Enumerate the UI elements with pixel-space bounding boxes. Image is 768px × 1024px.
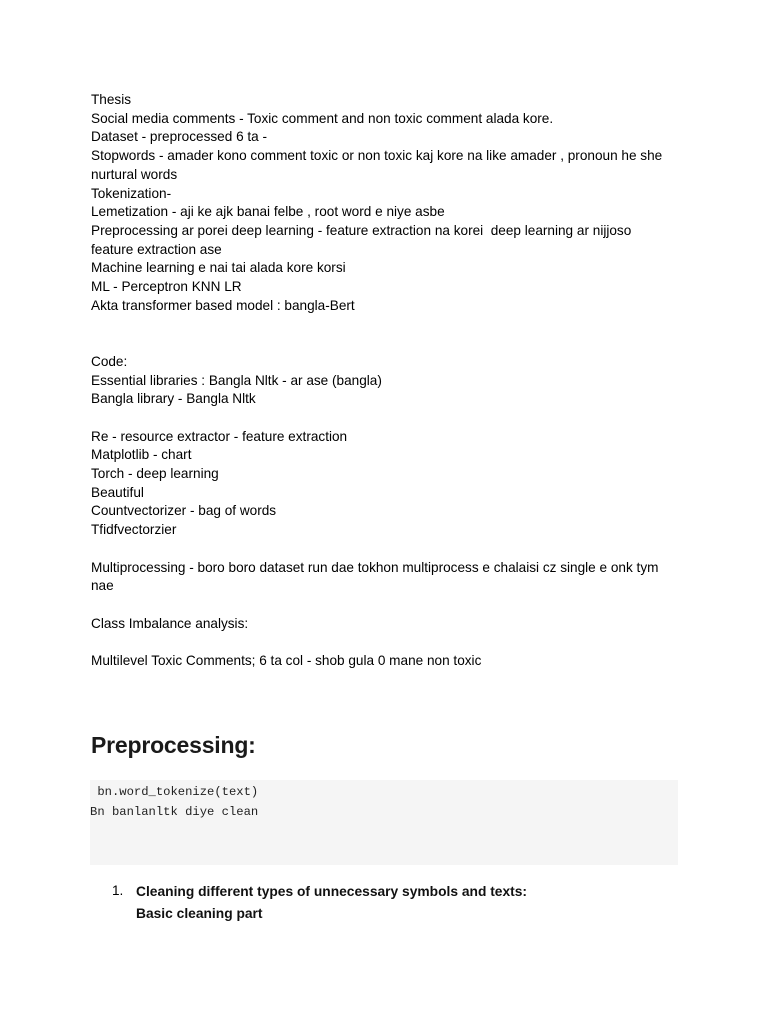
list-item-subtitle: Basic cleaning part <box>136 906 263 921</box>
text-line: nurtural words <box>91 166 178 182</box>
numbered-list <box>91 881 681 925</box>
text-line: Lemetization - aji ke ajk banai felbe , root word e niye asbe <box>91 204 445 220</box>
code-line: Bn banlanltk diye clean <box>90 805 259 819</box>
text-line: Stopwords - amader kono comment toxic or non toxic kaj kore na like amader , pronoun he she <box>91 148 663 164</box>
text-line: Tfidfvectorzier <box>91 522 177 538</box>
text-line: Akta transformer based model : bangla-Bert <box>91 297 355 313</box>
text-line: nae <box>91 578 114 594</box>
text-line: Class Imbalance analysis: <box>91 615 249 631</box>
text-line: Machine learning e nai tai alada kore korsi <box>91 260 346 276</box>
text-line: Beautiful <box>91 484 144 500</box>
list-number: 1. <box>112 883 124 898</box>
text-line: Multilevel Toxic Comments; 6 ta col - shob gula 0 mane non toxic <box>91 653 482 669</box>
section-heading: Preprocessing: <box>91 732 256 758</box>
text-line: ML - Perceptron KNN LR <box>91 279 242 295</box>
document-body <box>91 91 681 671</box>
text-line: Tokenization- <box>91 185 172 201</box>
spacer <box>91 596 681 615</box>
text-line: feature extraction ase <box>91 241 222 257</box>
text-line: Matplotlib - chart <box>91 447 192 463</box>
list-item-title: Cleaning different types of unnecessary symbols and texts: <box>136 884 528 899</box>
spacer <box>91 540 681 559</box>
text-line: Essential libraries : Bangla Nltk - ar ase (bangla) <box>91 372 382 388</box>
text-line: Dataset - preprocessed 6 ta - <box>91 129 268 145</box>
spacer <box>91 409 681 428</box>
text-line: Social media comments - Toxic comment and non toxic comment alada kore. <box>91 110 554 126</box>
text-line: Code: <box>91 353 128 369</box>
text-line: Preprocessing ar porei deep learning - feature extraction na korei deep learning ar nijjoso <box>91 222 632 238</box>
code-line: bn.word_tokenize(text) <box>90 785 259 799</box>
spacer <box>91 633 681 652</box>
text-line: Thesis <box>91 92 132 107</box>
text-line: Re - resource extractor - feature extraction <box>91 428 348 444</box>
spacer <box>91 315 681 352</box>
text-line: Multiprocessing - boro boro dataset run dae tokhon multiprocess e chalaisi cz single e onk tym <box>91 559 659 575</box>
text-line: Countvectorizer - bag of words <box>91 503 277 519</box>
code-block <box>90 780 678 865</box>
text-line: Bangla library - Bangla Nltk <box>91 391 256 407</box>
text-line: Torch - deep learning <box>91 466 219 482</box>
list-item <box>91 881 681 925</box>
